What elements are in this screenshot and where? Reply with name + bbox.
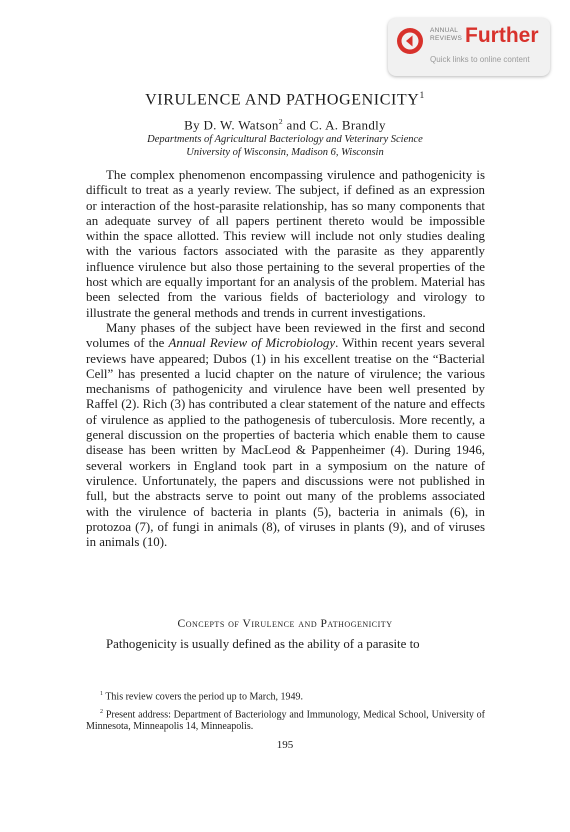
brand-line-1: ANNUAL [430,27,459,34]
footnote-2 [86,706,485,734]
badge-title[interactable]: Further [465,24,539,47]
further-links-badge[interactable] [388,18,550,76]
footnote-2-mark: 2 [100,708,103,715]
title-text: VIRULENCE AND PATHOGENICITY [145,91,420,109]
paragraph-1: The complex phenomenon encompassing virulence and pathogenicity is difficult to treat as a yearly review. The subject, if defined as an expression or interaction of the host-parasite relationship, has so many components that an adequate survey of all papers pertinent thereto would be impossible within the space allotted. This review will include not only studies dealing with the various factors associated with the parasite as they apparently influence virulence but also those pertaining to the several properties of the host which are equally important for an analysis of the problem. Material has been selected from the various fields of bacteriology and virology to illustrate the general methods and trends in current investigations. [86,168,485,320]
footnote-1-mark: 1 [100,691,103,697]
title-footnote-mark: 1 [419,90,425,101]
affiliation-line-2: University of Wisconsin, Madison 6, Wisconsin [186,147,384,158]
author-1: D. W. Watson [203,117,279,133]
author-2: C. A. Brandly [309,117,386,133]
paragraph-3: Pathogenicity is usually defined as the ability of a parasite to [106,637,420,651]
journal-name: Annual Review of Microbiology [168,336,336,351]
paragraph-2 [86,321,485,550]
footnote-2-text: Present address: Department of Bacteriology and Immunology, Medical School, University of Minnesota, Minneapolis 14, Minneapolis. [86,709,485,733]
annual-reviews-brand [430,27,466,42]
badge-subtitle[interactable]: Quick links to online content [430,55,530,64]
arrow-circle-icon [396,27,424,55]
author-and: and [286,117,307,133]
footnotes [86,688,485,736]
author-by: By [184,117,200,133]
footnote-1 [86,688,485,704]
affiliation-line-1: Departments of Agricultural Bacteriology and Veterinary Science [147,134,423,145]
author-line [0,114,570,133]
paragraph-2-start: Many phases of the subject have been reviewed in the first and second volumes of the [86,320,485,351]
page-number: 195 [276,739,294,751]
footnote-1-text: This review covers the period up to March, 1949. [105,691,304,703]
article-body [86,168,485,550]
section-heading: Concepts of Virulence and Pathogenicity [177,618,393,630]
affiliation [0,133,570,159]
paragraph-2-rest: . Within recent years several reviews have appeared; Dubos (1) in his excellent treatise on the “Bacterial Cell” has presented a lucid chapter on the nature of virulence; the various mechanisms of pathogenicity and virulence have been well presented by Raffel (2). Rich (3) has contributed a clear statement of the nature and effects of virulence as applied to the pathogenesis of tuberculosis. More recently, a general discussion on the properties of bacteria which enable them to cause disease has been written by MacLeod & Pappenheimer (4). During 1946, several workers in England took part in a symposium on the nature of virulence. Unfortunately, the papers and discussions were not published in full, but the abstracts serve to point out many of the problems associated with the virulence of bacteria in plants (5), bacteria in animals (6), in protozoa (7), of fungi in animals (8), of viruses in plants (9), and of viruses in animals (10). [86,336,485,550]
article-title [0,87,570,109]
brand-line-2: REVIEWS [430,34,463,42]
author-1-footnote-mark: 2 [278,117,283,126]
